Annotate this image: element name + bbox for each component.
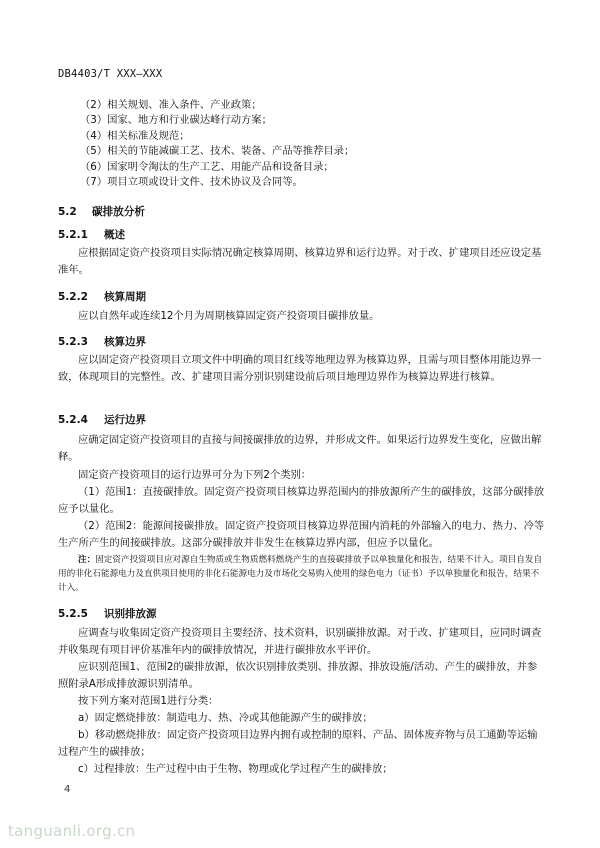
section-number: 5.2.5: [58, 608, 88, 620]
section-title: 碳排放分析: [92, 206, 145, 218]
document-code: DB4403/T XXX—XXX: [58, 68, 163, 80]
section-heading-5-2-3: [58, 334, 146, 349]
section-number: 5.2.1: [58, 229, 88, 241]
note-label: 注：: [78, 555, 96, 565]
basis-list: [80, 98, 550, 190]
paragraph: 应识别范围1、范围2的碳排放源，依次识别排放类别、排放源、排放设施/活动、产生的碳排放，并参照附录A形成排放源识别清单。: [58, 661, 538, 690]
section-heading-5-2-1: [58, 227, 125, 242]
section-title: 运行边界: [104, 414, 146, 426]
paragraph: 固定资产投资项目的运行边界可分为下列2个类别：: [78, 469, 312, 481]
section-heading-5-2-4: [58, 412, 146, 427]
paragraph: 按下列方案对范围1进行分类：: [78, 695, 219, 707]
page-number: 4: [64, 784, 71, 795]
paragraph: （2）范围2：能源间接碳排放。固定资产投资项目核算边界范围内消耗的外部输入的电力、热力、冷等生产所产生的间接碳排放。这部分碳排放并非发生在核算边界内部，但应予以量化。: [58, 520, 545, 549]
section-number: 5.2: [58, 206, 77, 218]
section-title: 核算周期: [104, 291, 146, 303]
section-number: 5.2.2: [58, 291, 88, 303]
section-heading-5-2-5: [58, 606, 157, 621]
list-item: （4）相关标准及规范；: [80, 129, 190, 142]
section-title: 核算边界: [104, 336, 146, 348]
paragraph: a）固定燃烧排放：制造电力、热、冷或其他能源产生的碳排放；: [78, 712, 373, 724]
paragraph: 应以固定资产投资项目立项文件中明确的项目红线等地理边界为核算边界，且需与项目整体用能边界一致，体现项目的完整性。改、扩建项目需分别识别建设前后项目地理边界作为核算边界进行核算。: [58, 354, 542, 383]
watermark: tanguanli.org.cn: [8, 822, 136, 840]
paragraph: b）移动燃烧排放：固定资产投资项目边界内拥有或控制的原料、产品、固体废弃物与员工通勤等运输过程产生的碳排放；: [58, 729, 538, 758]
section-number: 5.2.4: [58, 414, 88, 426]
section-title: 概述: [104, 229, 125, 241]
paragraph: 应根据固定资产投资项目实际情况确定核算周期、核算边界和运行边界。对于改、扩建项目还应设定基准年。: [58, 247, 542, 276]
section-number: 5.2.3: [58, 336, 88, 348]
list-item: （3）国家、地方和行业碳达峰行动方案；: [80, 114, 272, 127]
list-item: （5）相关的节能减碳工艺、技术、装备、产品等推荐目录；: [80, 145, 355, 158]
paragraph: 应以自然年或连续12个月为周期核算固定资产投资项目碳排放量。: [78, 310, 380, 322]
list-item: （6）国家明令淘汰的生产工艺、用能产品和设备目录；: [80, 160, 334, 173]
list-item: （7）项目立项或设计文件、技术协议及合同等。: [80, 176, 303, 189]
paragraph: c）过程排放：生产过程中由于生物、物理或化学过程产生的碳排放；: [78, 763, 393, 775]
paragraph: （1）范围1：直接碳排放。固定资产投资项目核算边界范围内的排放源所产生的碳排放，这部分碳排放应予以量化。: [58, 486, 545, 515]
paragraph: 应确定固定资产投资项目的直接与间接碳排放的边界，并形成文件。如果运行边界发生变化，应做出解释。: [58, 434, 542, 463]
section-heading-5-2-2: [58, 289, 146, 304]
section-title: 识别排放源: [104, 608, 157, 620]
section-heading-5-2: [58, 204, 145, 219]
note-text: 固定资产投资项目应对源自生物质或生物质燃料燃烧产生的直接碳排放予以单独量化和报告，结果不计入。项目自发自用的非化石能源电力及直供项目使用的非化石能源电力及市场化交易购入使用的绿色电力（证书）予以单独量化和报告，结果不计入。: [58, 555, 543, 594]
list-item: （2）相关规划、准入条件、产业政策；: [80, 99, 262, 111]
note: [58, 553, 545, 596]
paragraph: 应调查与收集固定资产投资项目主要经济、技术资料，识别碳排放源。对于改、扩建项目，应同时调查并收集现有项目评价基准年内的碳排放情况，并进行碳排放水平评价。: [58, 627, 542, 656]
